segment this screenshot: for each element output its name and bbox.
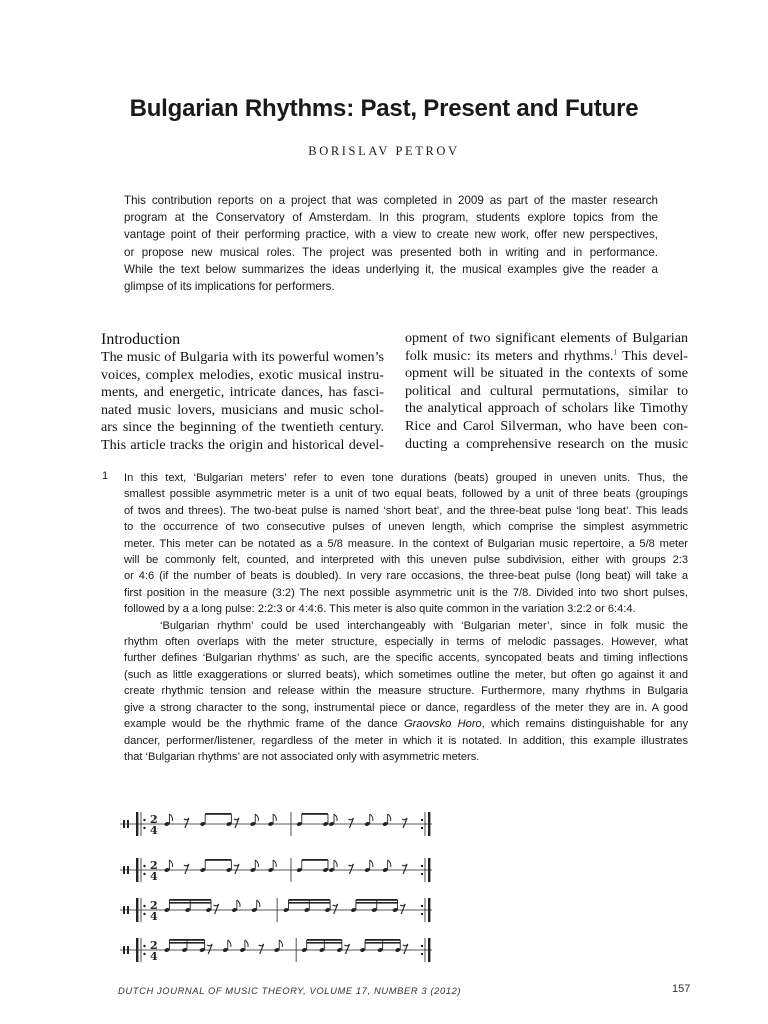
- repeat-barline: [136, 858, 138, 882]
- percussion-clef: [127, 866, 129, 874]
- body-line: voices, complex melodies, exotic musical instru-: [101, 366, 384, 383]
- repeat-barline: [136, 938, 138, 962]
- abstract-line: glimpse of its implications for performers.: [124, 280, 335, 294]
- note-flag: [257, 900, 260, 907]
- repeat-dot: [421, 819, 423, 821]
- footnote-line: meter. This meter can be notated as a 5/8 measure. In the context of Bulgarian music repertoire, a 5/8 meter: [124, 537, 688, 550]
- repeat-dot: [143, 953, 145, 955]
- note-beam: [288, 899, 330, 901]
- footnote-line: of twos and threes). The two-beat pulse is named ‘short beat’, and the three-beat pulse ‘long beat’. This leads: [124, 504, 688, 517]
- rhythm-staff-2: [120, 858, 432, 882]
- note-flag: [255, 814, 258, 821]
- dance-name: Graovsko Horo: [403, 718, 482, 731]
- rhythm-staff-1: [120, 812, 432, 836]
- footnote-reference[interactable]: 1: [613, 347, 618, 356]
- repeat-dot: [421, 905, 423, 907]
- body-line: the analytical approach of scholars like Timothy: [405, 400, 688, 417]
- eighth-rest: [184, 818, 189, 828]
- time-signature-bottom: 4: [150, 910, 158, 922]
- eighth-rest: [184, 864, 189, 874]
- note-beam: [205, 813, 231, 815]
- note-beam: [169, 942, 204, 944]
- note-flag: [255, 860, 258, 867]
- note-beam: [356, 902, 398, 904]
- note-flag: [334, 860, 337, 867]
- note-beam: [365, 939, 400, 941]
- body-line: nated music lovers, musicians and music schol-: [101, 401, 384, 418]
- time-signature-top: 2: [150, 939, 158, 952]
- repeat-dot: [143, 873, 145, 875]
- eighth-rest: [207, 944, 212, 954]
- footnote-line: further defines ‘Bulgarian rhythms’ as such, are the specific accents, syncopated beats and timing inflections: [124, 652, 688, 665]
- note-flag: [273, 814, 276, 821]
- body-line-text: This devel-: [617, 347, 689, 364]
- note-flag: [388, 814, 391, 821]
- note-flag: [169, 860, 172, 867]
- repeat-dot: [143, 827, 145, 829]
- body-column-left: [101, 330, 384, 455]
- footnote-line: followed by a a long pulse: 2:2:3 or 4:4:6. This meter is also quite common in the variation 3:2:2 or 6:4:4.: [124, 603, 636, 616]
- repeat-barline: [136, 812, 138, 836]
- repeat-dot: [421, 827, 423, 829]
- repeat-barline: [428, 858, 430, 882]
- percussion-clef: [127, 820, 129, 828]
- repeat-dot: [421, 953, 423, 955]
- footnote-line: create rhythmic tension and release within the measure structure. Furthermore, many rhythms in Bulgaria: [124, 685, 688, 698]
- body-line: Rice and Carol Silverman, who have been con-: [405, 417, 688, 434]
- body-line: The music of Bulgaria with its powerful women’s: [101, 349, 384, 365]
- note-flag: [370, 860, 373, 867]
- eighth-rest: [348, 864, 353, 874]
- eighth-rest: [348, 818, 353, 828]
- percussion-clef: [123, 946, 125, 954]
- time-signature-top: 2: [150, 859, 158, 872]
- article-title: Bulgarian Rhythms: Past, Present and Future: [129, 95, 639, 122]
- footnote-line: ‘Bulgarian rhythm’ could be used interchangeably with ‘Bulgarian meter’, since in folk music the: [160, 619, 688, 632]
- repeat-dot: [421, 913, 423, 915]
- body-line: political and cultural permutations, similar to: [405, 382, 688, 399]
- eighth-rest: [214, 904, 219, 914]
- time-signature-bottom: 4: [150, 950, 158, 962]
- body-line-text: folk music: its meters and rhythms.: [405, 347, 614, 364]
- body-line: opment of two significant elements of Bulgarian: [405, 330, 688, 346]
- time-signature-bottom: 4: [150, 870, 158, 882]
- repeat-dot: [143, 905, 145, 907]
- note-flag: [279, 940, 282, 947]
- percussion-clef: [123, 820, 125, 828]
- repeat-barline: [428, 938, 430, 962]
- footnote-line: will be commonly felt, counted, and interpreted with this uneven pulse subdivision, either with groups 2:3: [124, 554, 688, 567]
- repeat-dot: [421, 945, 423, 947]
- section-heading: Introduction: [101, 331, 181, 348]
- body-line: ars since the beginning of the twentieth century.: [101, 419, 384, 436]
- body-line: [405, 348, 688, 366]
- rhythm-staff-3: [120, 898, 432, 922]
- footnote-line: that ‘Bulgarian rhythms’ are not associated only with asymmetric meters.: [124, 750, 480, 763]
- journal-footer: DUTCH JOURNAL OF MUSIC THEORY, VOLUME 17, NUMBER 3 (2012): [118, 985, 462, 996]
- repeat-dot: [143, 945, 145, 947]
- eighth-rest: [403, 944, 408, 954]
- repeat-barline: [428, 898, 430, 922]
- note-beam: [302, 813, 328, 815]
- time-signature-top: 2: [150, 899, 158, 912]
- abstract-line: program at the Conservatory of Amsterdam. In this program, students explore topics from the: [124, 211, 658, 225]
- rhythm-staff-4: [120, 938, 432, 962]
- footnote-line: In this text, ‘Bulgarian meters’ refer to even tone durations (beats) grouped in uneven units. Thus, the: [124, 472, 688, 484]
- eighth-rest: [333, 904, 338, 914]
- eighth-rest: [259, 944, 264, 954]
- note-flag: [228, 940, 231, 947]
- eighth-rest: [234, 864, 239, 874]
- eighth-rest: [402, 864, 407, 874]
- percussion-clef: [123, 866, 125, 874]
- footnote-line: give a strong character to the song, instrumental piece or dance, regardless of the meter they are in. A good: [124, 701, 688, 714]
- repeat-dot: [143, 865, 145, 867]
- author-name: BORISLAV PETROV: [308, 144, 460, 158]
- percussion-clef: [127, 946, 129, 954]
- abstract: [124, 192, 658, 295]
- abstract-line: or propose new musical roles. The project was presented both in writing and in performance.: [124, 245, 658, 259]
- footnote: [124, 470, 688, 765]
- percussion-clef: [127, 906, 129, 914]
- footnote-line: to the occurrence of two consecutive pulses of uneven length, which comprise the simplest asymmetric: [124, 521, 688, 534]
- repeat-barline: [136, 898, 138, 922]
- repeat-dot: [143, 819, 145, 821]
- percussion-clef: [123, 906, 125, 914]
- note-beam: [288, 902, 330, 904]
- note-flag: [245, 940, 248, 947]
- note-beam: [169, 899, 211, 901]
- footnote-text: example would be the rhythmic frame of the dance: [124, 718, 404, 731]
- note-flag: [273, 860, 276, 867]
- footnote-text: , which remains distinguishable for any: [481, 718, 689, 731]
- footnote-line: [124, 716, 688, 732]
- body-line: opment will be situated in the contexts of some: [405, 365, 688, 382]
- note-flag: [388, 860, 391, 867]
- footnote-line: rhythm often overlaps with the meter structure, especially in terms of melodic passages. However, what: [124, 636, 688, 649]
- note-beam: [307, 942, 342, 944]
- note-flag: [169, 814, 172, 821]
- footnote-line: (such as little exaggerations or slurred beats), which sometimes outline the meter, but often go against it and: [124, 668, 688, 681]
- time-signature-top: 2: [150, 813, 158, 826]
- footnote-line: first position in the measure (3:2) The next possible asymmetric unit is the 7/8. Divided into two short pulses,: [124, 586, 688, 599]
- note-flag: [237, 900, 240, 907]
- footnote-line: or 4:6 (if the number of beats is doubled). In very rare occasions, the three-beat pulse (long beat) will take a: [124, 570, 688, 583]
- footnote-number: 1: [102, 470, 109, 482]
- repeat-dot: [421, 873, 423, 875]
- repeat-barline: [428, 812, 430, 836]
- footnote-line: dancer, performer/listener, regardless of the meter in which it is notated. In addition, this example illustrates: [124, 734, 688, 747]
- body-line: This article tracks the origin and historical devel-: [101, 436, 384, 453]
- note-flag: [370, 814, 373, 821]
- note-beam: [302, 859, 328, 861]
- body-column-right: [405, 330, 688, 453]
- abstract-line: This contribution reports on a project that was completed in 2009 as part of the master research: [124, 194, 658, 207]
- page-number: 157: [672, 983, 691, 995]
- note-beam: [365, 942, 400, 944]
- eighth-rest: [402, 818, 407, 828]
- footnote-line: smallest possible asymmetric meter is a unit of two equal beats, followed by a unit of three beats (groupings: [124, 488, 688, 501]
- abstract-line: vantage point of their performing practice, with a view to create new work, offer new perspectives,: [124, 228, 658, 242]
- time-signature-bottom: 4: [150, 824, 158, 836]
- note-beam: [169, 902, 211, 904]
- body-line: ments, and energetic, intricate dances, has fasci-: [101, 384, 384, 401]
- eighth-rest: [344, 944, 349, 954]
- abstract-line: While the text below summarizes the ideas underlying it, the musical examples give the reader a: [124, 262, 658, 276]
- repeat-dot: [143, 913, 145, 915]
- note-beam: [356, 899, 398, 901]
- note-beam: [205, 859, 231, 861]
- repeat-dot: [421, 865, 423, 867]
- note-beam: [169, 939, 204, 941]
- note-beam: [307, 939, 342, 941]
- eighth-rest: [234, 818, 239, 828]
- eighth-rest: [400, 904, 405, 914]
- note-flag: [334, 814, 337, 821]
- body-line: ducting a comprehensive research on the music: [405, 435, 688, 452]
